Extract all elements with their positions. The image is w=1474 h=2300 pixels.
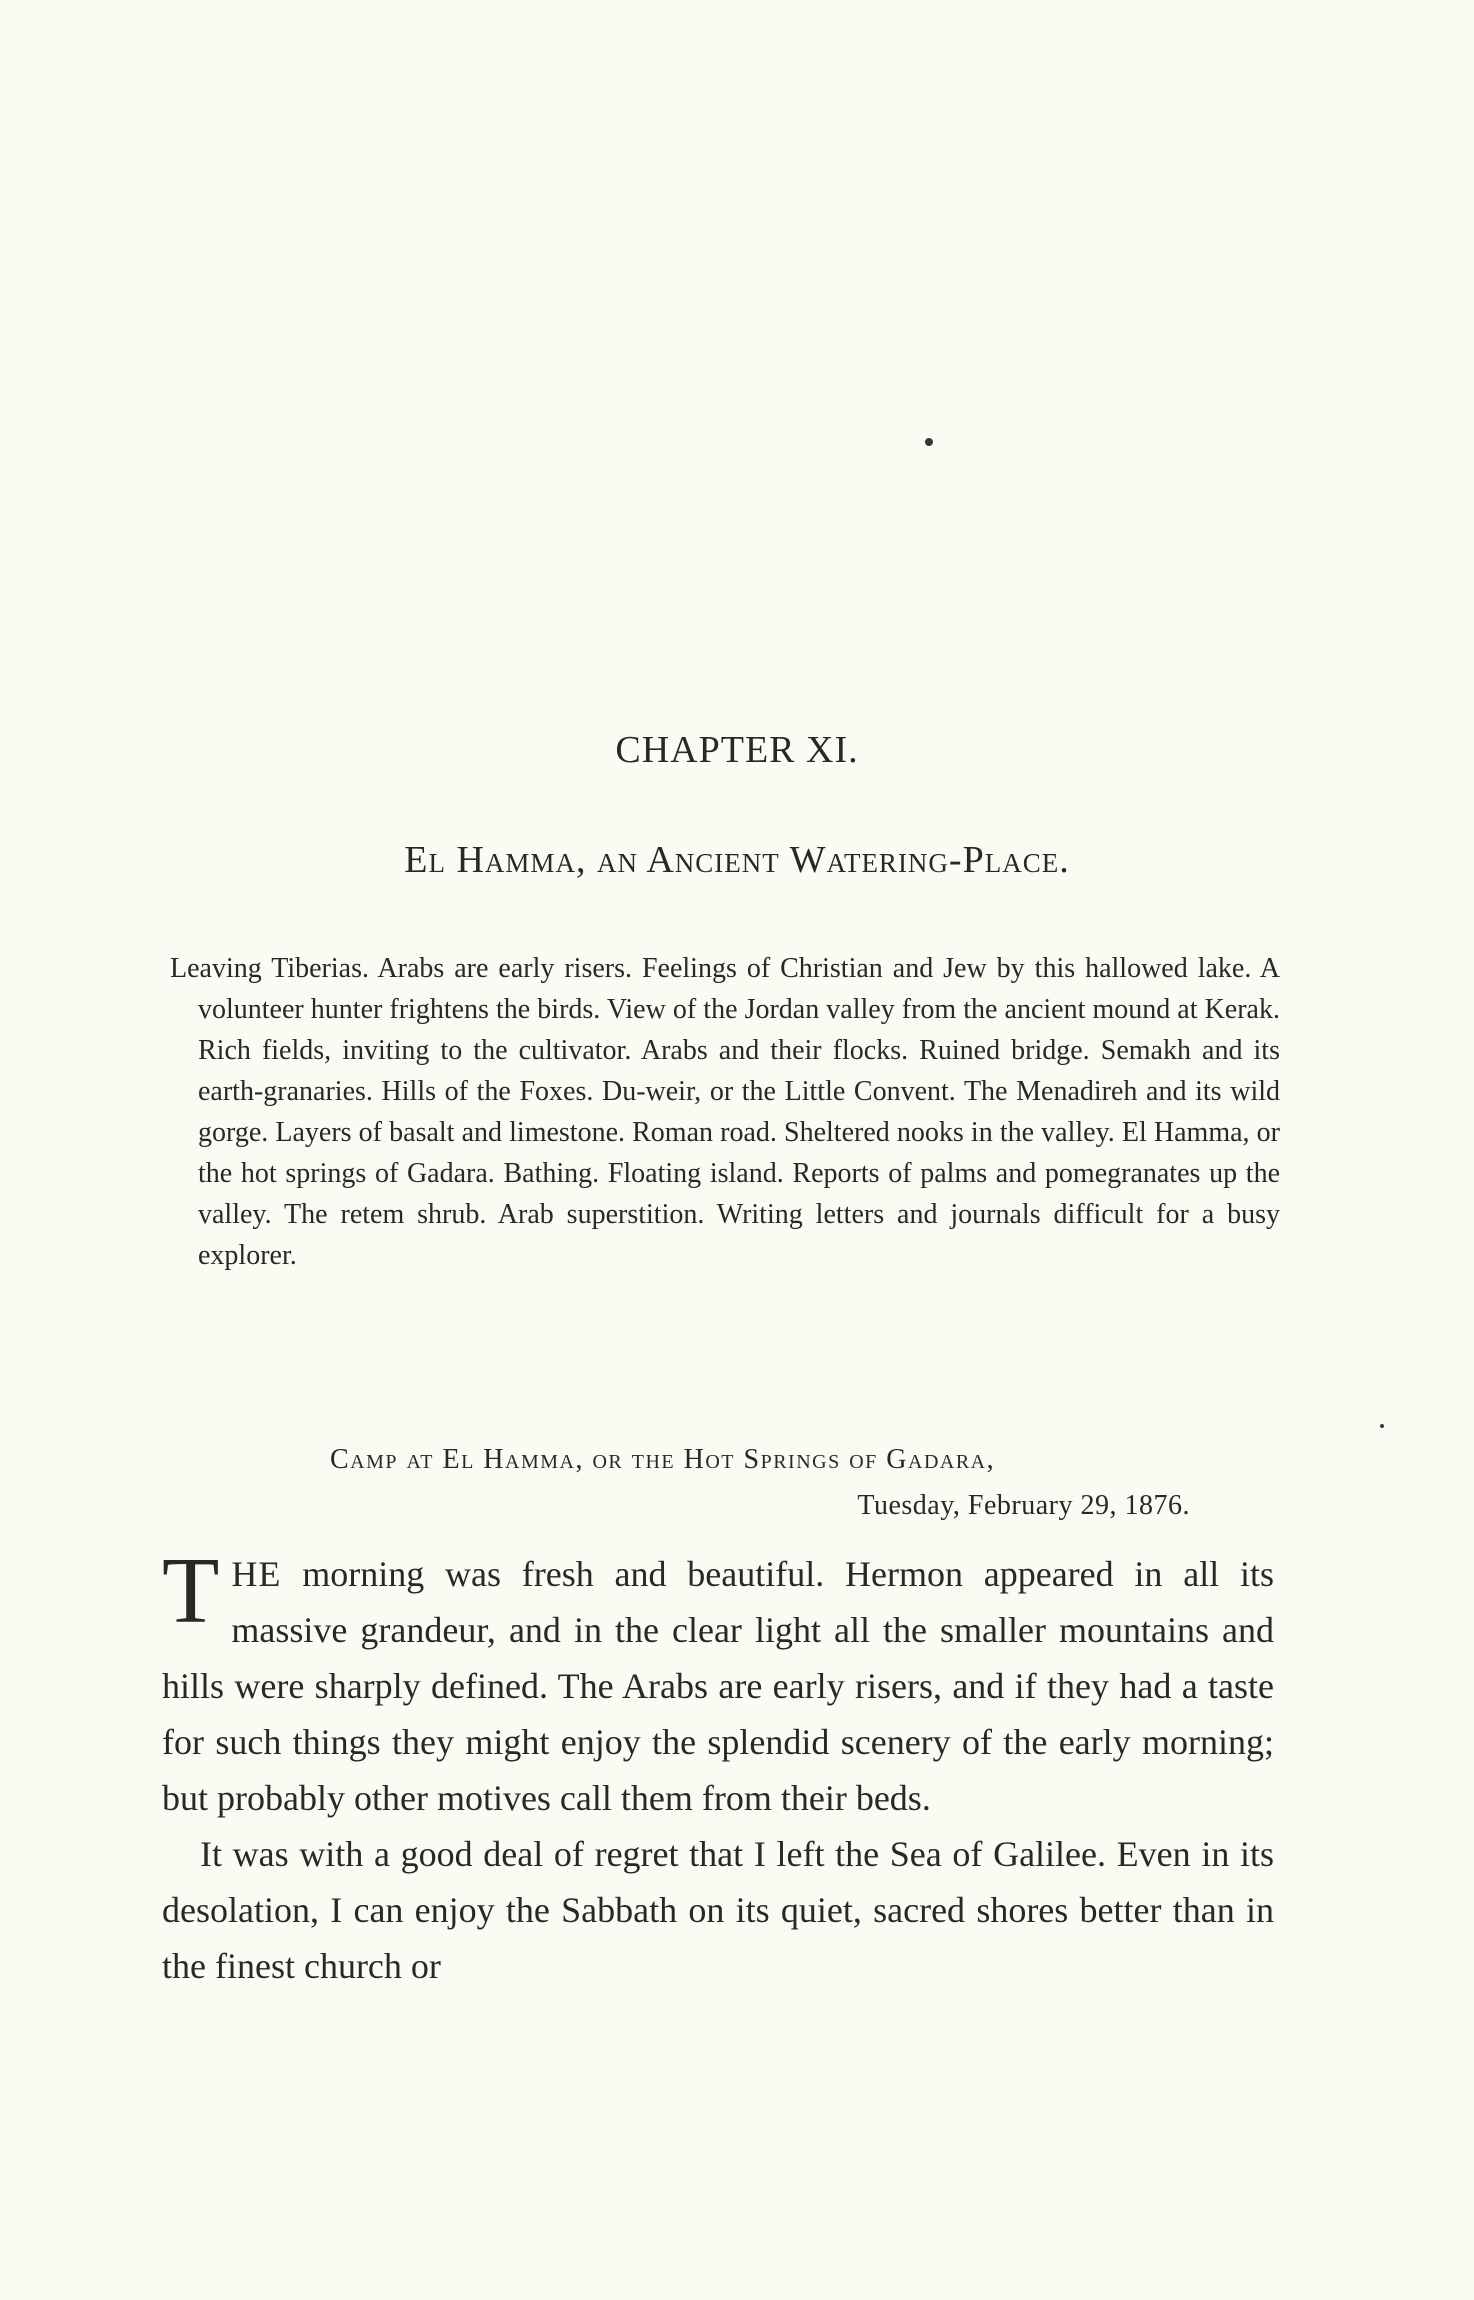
dateline-place: Camp at El Hamma, or the Hot Springs of Gadara, bbox=[330, 1444, 996, 1475]
drop-cap: T bbox=[162, 1539, 220, 1643]
chapter-title: El Hamma, an Ancient Watering-Place. bbox=[404, 839, 1070, 881]
paragraph bbox=[162, 1539, 1274, 1826]
dateline-date: Tuesday, February 29, 1876. bbox=[857, 1490, 1190, 1521]
body-text bbox=[162, 1539, 1274, 1994]
paragraph-text: morning was fresh and beautiful. Hermon appeared in all its massive grandeur, and in the clear light all the smaller mountains and hills were sharply defined. The Arabs are early risers, and if they had a taste for such things they might enjoy the splendid scenery of the early morning; but probably other motives call them from their beds. bbox=[162, 1554, 1274, 1818]
chapter-number: CHAPTER XI. bbox=[615, 729, 859, 771]
ink-speck bbox=[925, 438, 933, 446]
opening-word: HE bbox=[231, 1554, 282, 1594]
ink-speck bbox=[1380, 1424, 1384, 1428]
paragraph: It was with a good deal of regret that I left the Sea of Galilee. Even in its desolation, I can enjoy the Sabbath on its quiet, sacred shores better than in the finest church or bbox=[162, 1834, 1274, 1986]
chapter-summary: Leaving Tiberias. Arabs are early risers. Feelings of Christian and Jew by this hallowed lake. A volunteer hunter frightens the birds. View of the Jordan valley from the ancient mound at Kerak. Rich fields, inviting to the cultivator. Arabs and their flocks. Ruined bridge. Semakh and its earth-granaries. Hills of the Foxes. Du-weir, or the Little Convent. The Menadireh and its wild gorge. Layers of basalt and limestone. Roman road. Sheltered nooks in the valley. El Hamma, or the hot springs of Gadara. Bathing. Floating island. Reports of palms and pomegranates up the valley. The retem shrub. Arab superstition. Writing letters and journals difficult for a busy explorer. bbox=[170, 953, 1280, 1271]
